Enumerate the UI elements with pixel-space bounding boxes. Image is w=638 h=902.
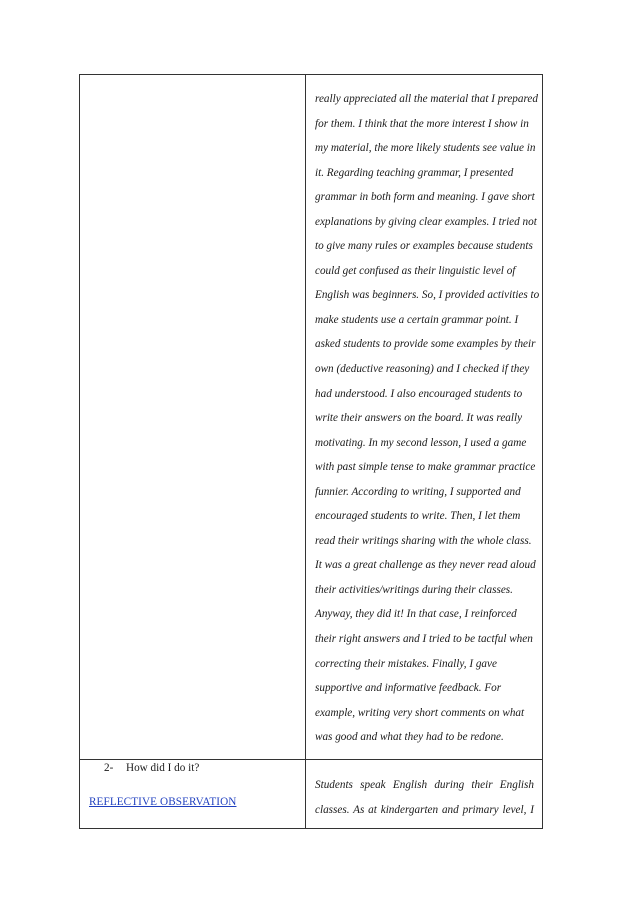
paragraph-line: motivating. In my second lesson, I used a game bbox=[315, 436, 527, 449]
reflective-observation-link[interactable]: REFLECTIVE OBSERVATION bbox=[89, 796, 237, 808]
paragraph-line: make students use a certain grammar point. I bbox=[315, 313, 519, 326]
reflection-table bbox=[79, 74, 543, 829]
paragraph-line: classes. As at kindergarten and primary level, I bbox=[315, 803, 534, 816]
paragraph-line: really appreciated all the material that I prepared bbox=[315, 93, 538, 105]
row2-left-cell bbox=[80, 760, 306, 829]
paragraph-line: supportive and informative feedback. For bbox=[315, 682, 502, 695]
paragraph-line: encouraged students to write. Then, I let them bbox=[315, 510, 521, 523]
paragraph-line: Anyway, they did it! In that case, I reinforced bbox=[315, 608, 517, 621]
paragraph-line: was good and what they had to be redone. bbox=[315, 731, 504, 744]
question-text: How did I do it? bbox=[126, 762, 200, 774]
paragraph-line: my material, the more likely students see value in bbox=[315, 142, 536, 155]
question-number: 2- bbox=[104, 762, 114, 774]
paragraph-line: with past simple tense to make grammar practice bbox=[315, 461, 536, 474]
paragraph-line: their right answers and I tried to be tactful when bbox=[315, 633, 533, 646]
paragraph-line: It was a great challenge as they never read aloud bbox=[315, 559, 536, 572]
table-row bbox=[80, 75, 543, 760]
paragraph-line: write their answers on the board. It was really bbox=[315, 412, 523, 425]
paragraph-line: own (deductive reasoning) and I checked if they bbox=[315, 363, 530, 376]
paragraph-line: to give many rules or examples because students bbox=[315, 240, 533, 253]
row1-right-cell bbox=[306, 75, 543, 760]
paragraph-line: funnier. According to writing, I supported and bbox=[315, 485, 521, 498]
paragraph-line: it. Regarding teaching grammar, I presented bbox=[315, 166, 514, 179]
question-heading bbox=[80, 760, 305, 774]
observation-paragraph bbox=[306, 760, 542, 822]
paragraph-line: correcting their mistakes. Finally, I gave bbox=[315, 657, 497, 670]
reflection-paragraph bbox=[306, 75, 542, 750]
paragraph-line: Students speak English during their English bbox=[315, 779, 534, 791]
paragraph-line: could get confused as their linguistic level of bbox=[315, 264, 516, 277]
table-row bbox=[80, 760, 543, 829]
paragraph-line: their activities/writings during their classes. bbox=[315, 583, 513, 596]
paragraph-line: English was beginners. So, I provided activities to bbox=[315, 289, 540, 302]
paragraph-line: explanations by giving clear examples. I tried not bbox=[315, 215, 537, 228]
paragraph-line: had understood. I also encouraged students to bbox=[315, 387, 523, 400]
paragraph-line: example, writing very short comments on what bbox=[315, 706, 525, 719]
paragraph-line: grammar in both form and meaning. I gave short bbox=[315, 191, 535, 204]
paragraph-line: asked students to provide some examples by their bbox=[315, 338, 536, 351]
row1-left-cell bbox=[80, 75, 306, 760]
paragraph-line: read their writings sharing with the whole class. bbox=[315, 534, 532, 547]
paragraph-line: for them. I think that the more interest I show in bbox=[315, 117, 529, 130]
row2-right-cell bbox=[306, 760, 543, 829]
